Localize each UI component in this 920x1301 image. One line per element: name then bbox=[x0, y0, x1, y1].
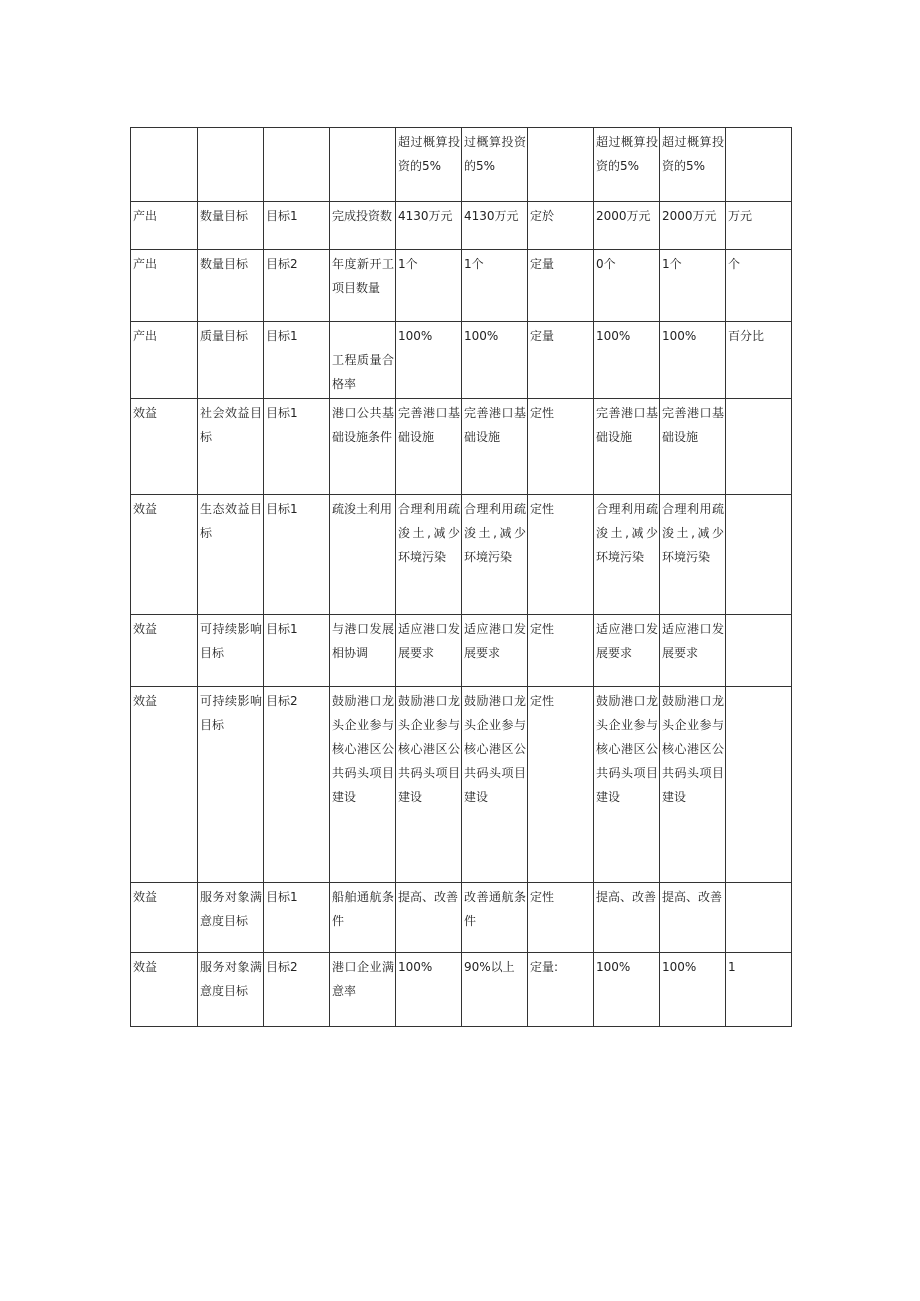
table-cell: 定性 bbox=[528, 399, 594, 495]
table-row bbox=[131, 495, 792, 615]
table-cell bbox=[198, 128, 264, 202]
table-cell: 服务对象满意度目标 bbox=[198, 883, 264, 953]
table-cell: 港口企业满意率 bbox=[330, 953, 396, 1027]
table-row bbox=[131, 883, 792, 953]
table-cell bbox=[726, 399, 792, 495]
table-cell: 可持续影响目标 bbox=[198, 615, 264, 687]
table-cell bbox=[264, 128, 330, 202]
table-cell: 与港口发展相协调 bbox=[330, 615, 396, 687]
table-row bbox=[131, 687, 792, 883]
table-cell: 效益 bbox=[131, 495, 198, 615]
table-cell: 定量 bbox=[528, 250, 594, 322]
table-cell: 目标1 bbox=[264, 495, 330, 615]
table-cell: 目标2 bbox=[264, 250, 330, 322]
table-cell: 万元 bbox=[726, 202, 792, 250]
table-cell: 目标1 bbox=[264, 202, 330, 250]
table-cell: 完成投资数 bbox=[330, 202, 396, 250]
table-cell: 提高、改善 bbox=[396, 883, 462, 953]
table-cell: 完善港口基础设施 bbox=[660, 399, 726, 495]
table-cell: 效益 bbox=[131, 687, 198, 883]
table-cell bbox=[330, 322, 396, 399]
table-cell: 目标2 bbox=[264, 953, 330, 1027]
table-cell: 数量目标 bbox=[198, 250, 264, 322]
table-cell: 1个 bbox=[462, 250, 528, 322]
table-cell: 效益 bbox=[131, 883, 198, 953]
table-cell: 产出 bbox=[131, 202, 198, 250]
table-cell bbox=[330, 128, 396, 202]
table-cell: 适应港口发展要求 bbox=[660, 615, 726, 687]
table-cell: 改善通航条件 bbox=[462, 883, 528, 953]
table-cell: 鼓励港口龙头企业参与核心港区公共码头项目建设 bbox=[594, 687, 660, 883]
table-cell: 定性 bbox=[528, 687, 594, 883]
table-cell: 目标2 bbox=[264, 687, 330, 883]
table-cell: 鼓励港口龙头企业参与核心港区公共码头项目建设 bbox=[396, 687, 462, 883]
table-cell: 质量目标 bbox=[198, 322, 264, 399]
table-cell: 适应港口发展要求 bbox=[594, 615, 660, 687]
table-cell: 可持续影响目标 bbox=[198, 687, 264, 883]
table-cell bbox=[726, 615, 792, 687]
table-header-row bbox=[131, 128, 792, 202]
table-cell: 提高、改善 bbox=[594, 883, 660, 953]
table-cell bbox=[528, 128, 594, 202]
table-cell: 社会效益目标 bbox=[198, 399, 264, 495]
table-row bbox=[131, 202, 792, 250]
table-cell: 适应港口发展要求 bbox=[462, 615, 528, 687]
table-cell: 港口公共基础设施条件 bbox=[330, 399, 396, 495]
table-cell: 产出 bbox=[131, 322, 198, 399]
table-cell: 产出 bbox=[131, 250, 198, 322]
cell-text: 工程质量合格率 bbox=[332, 353, 394, 391]
table-cell: 鼓励港口龙头企业参与核心港区公共码头项目建设 bbox=[462, 687, 528, 883]
table-cell: 效益 bbox=[131, 615, 198, 687]
table-cell: 鼓励港口龙头企业参与核心港区公共码头项目建设 bbox=[330, 687, 396, 883]
table-cell: 定性 bbox=[528, 883, 594, 953]
table-cell: 1个 bbox=[396, 250, 462, 322]
table-cell: 超过概算投资的5% bbox=[396, 128, 462, 202]
table-cell: 100% bbox=[660, 953, 726, 1027]
table-cell: 完善港口基础设施 bbox=[396, 399, 462, 495]
table-cell: 4130万元 bbox=[396, 202, 462, 250]
table-cell: 定性 bbox=[528, 495, 594, 615]
table-cell: 100% bbox=[660, 322, 726, 399]
table-cell: 定量: bbox=[528, 953, 594, 1027]
table-cell: 百分比 bbox=[726, 322, 792, 399]
table-cell: 目标1 bbox=[264, 399, 330, 495]
table-cell: 90%以上 bbox=[462, 953, 528, 1027]
table-cell: 过概算投资的5% bbox=[462, 128, 528, 202]
table-cell: 100% bbox=[594, 322, 660, 399]
table-cell: 合理利用疏浚土,减少环境污染 bbox=[396, 495, 462, 615]
table-row bbox=[131, 615, 792, 687]
table-cell: 2000万元 bbox=[660, 202, 726, 250]
table-cell: 个 bbox=[726, 250, 792, 322]
table-cell: 0个 bbox=[594, 250, 660, 322]
table-cell: 完善港口基础设施 bbox=[594, 399, 660, 495]
table-cell: 1个 bbox=[660, 250, 726, 322]
table-cell: 适应港口发展要求 bbox=[396, 615, 462, 687]
table-cell: 合理利用疏浚土,减少环境污染 bbox=[594, 495, 660, 615]
table-cell: 定於 bbox=[528, 202, 594, 250]
table-row bbox=[131, 322, 792, 399]
table-cell: 服务对象满意度目标 bbox=[198, 953, 264, 1027]
table-cell bbox=[726, 687, 792, 883]
table-cell: 超过概算投资的5% bbox=[594, 128, 660, 202]
table-cell: 船舶通航条件 bbox=[330, 883, 396, 953]
table-cell: 目标1 bbox=[264, 615, 330, 687]
performance-target-table bbox=[130, 127, 792, 1027]
table-cell: 数量目标 bbox=[198, 202, 264, 250]
table-cell: 2000万元 bbox=[594, 202, 660, 250]
table-cell: 4130万元 bbox=[462, 202, 528, 250]
table-cell: 1 bbox=[726, 953, 792, 1027]
table-cell: 合理利用疏浚土,减少环境污染 bbox=[660, 495, 726, 615]
table-cell: 定性 bbox=[528, 615, 594, 687]
table-cell: 鼓励港口龙头企业参与核心港区公共码头项目建设 bbox=[660, 687, 726, 883]
table-cell: 100% bbox=[396, 322, 462, 399]
table-cell: 效益 bbox=[131, 399, 198, 495]
table-cell: 100% bbox=[594, 953, 660, 1027]
table-cell bbox=[726, 128, 792, 202]
table-cell: 合理利用疏浚土,减少环境污染 bbox=[462, 495, 528, 615]
table-cell bbox=[131, 128, 198, 202]
table-cell: 超过概算投资的5% bbox=[660, 128, 726, 202]
table-row bbox=[131, 250, 792, 322]
table-cell: 定量 bbox=[528, 322, 594, 399]
table-cell: 目标1 bbox=[264, 883, 330, 953]
table-cell: 目标1 bbox=[264, 322, 330, 399]
table-cell: 提高、改善 bbox=[660, 883, 726, 953]
table-cell: 效益 bbox=[131, 953, 198, 1027]
table-cell bbox=[726, 883, 792, 953]
table-cell: 疏浚土利用 bbox=[330, 495, 396, 615]
table-cell bbox=[726, 495, 792, 615]
table-cell: 100% bbox=[396, 953, 462, 1027]
table-cell: 完善港口基础设施 bbox=[462, 399, 528, 495]
table-cell: 100% bbox=[462, 322, 528, 399]
table-row bbox=[131, 953, 792, 1027]
table-cell: 年度新开工项目数量 bbox=[330, 250, 396, 322]
table-row bbox=[131, 399, 792, 495]
table-cell: 生态效益目标 bbox=[198, 495, 264, 615]
